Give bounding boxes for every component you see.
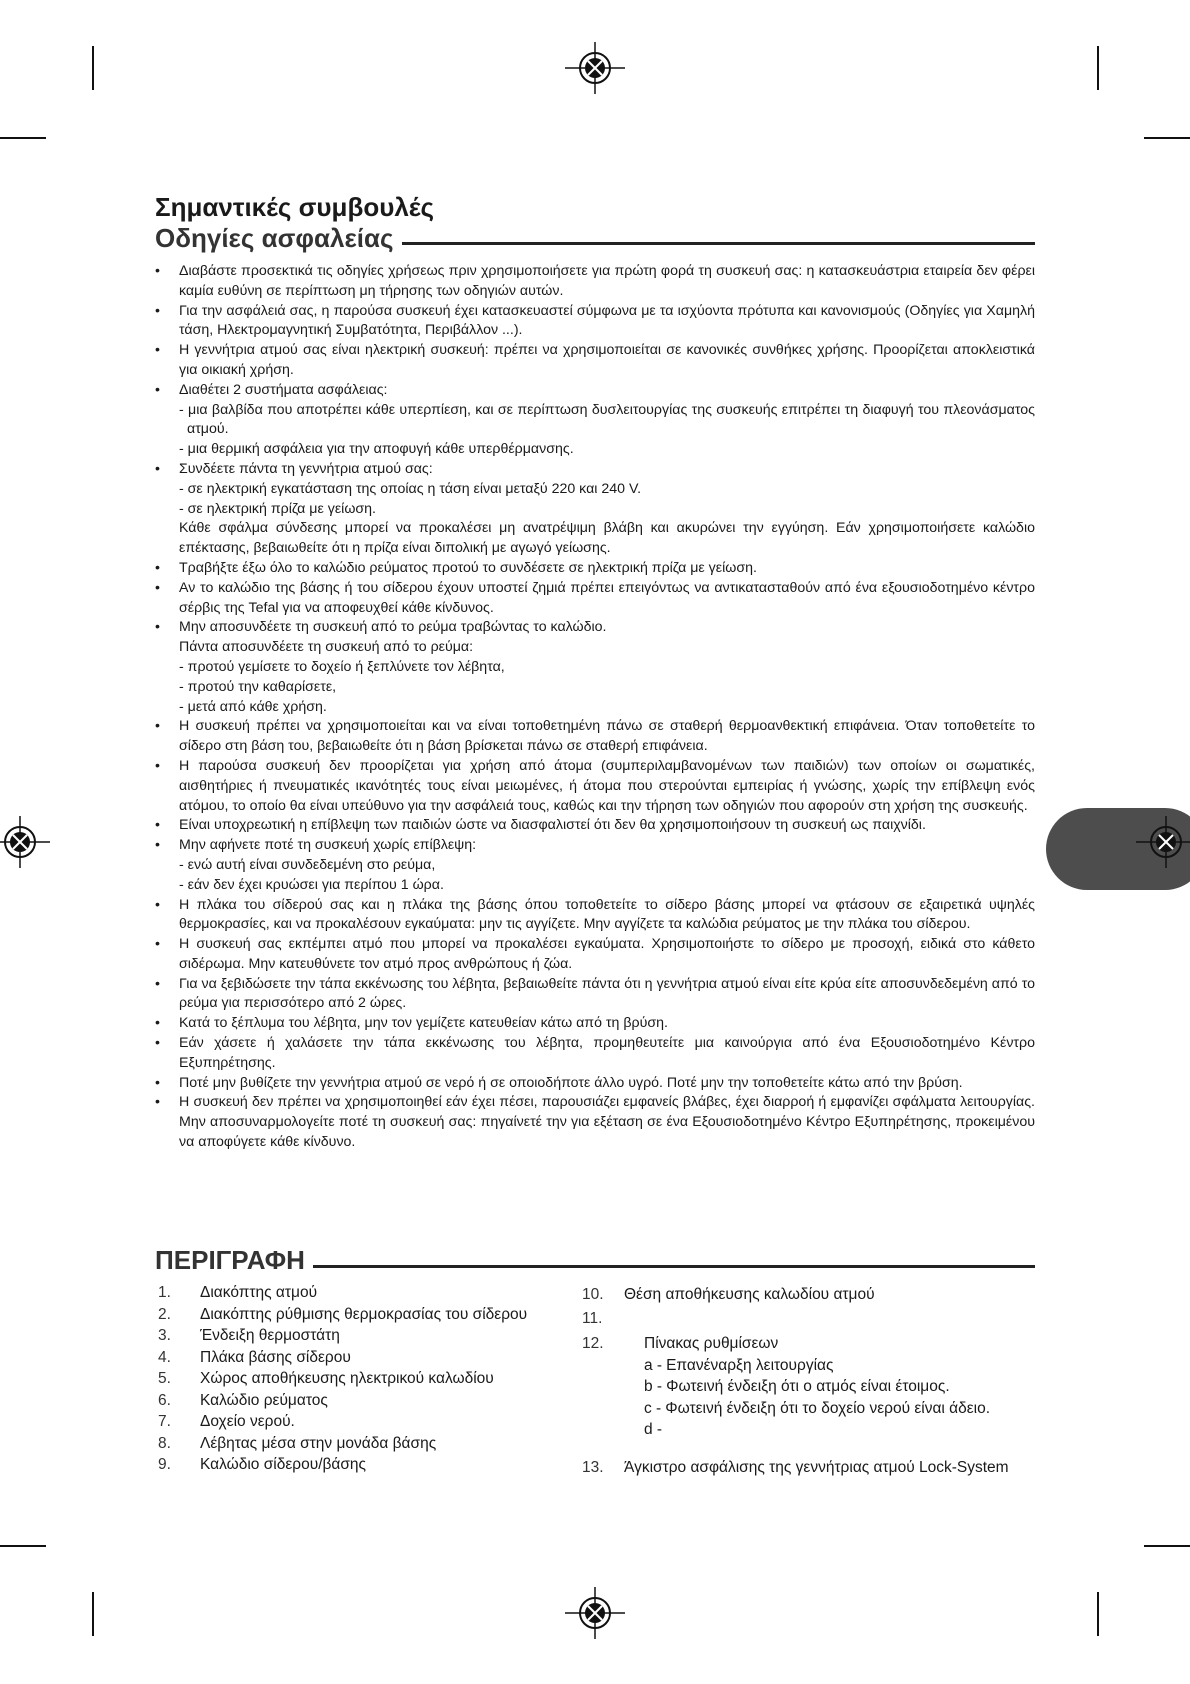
registration-mark-icon	[0, 812, 50, 872]
item-number: 7.	[158, 1413, 171, 1430]
safety-item-line: Η συσκευή πρέπει να χρησιμοποιείται και να είναι τοποθετημένη πάνω σε σταθερή θερμοανθεκτική επιφάνεια. Όταν τοποθετείτε το σίδερο στη βάση του, βεβαιωθείτε ότι η βάση βρίσκεται πάνω σε σταθερή επιφάνεια.	[179, 718, 1035, 755]
bullet-icon: •	[155, 342, 160, 359]
safety-item	[155, 381, 1035, 460]
safety-item	[155, 1034, 1035, 1074]
safety-item-line: - ενώ αυτή είναι συνδεδεμένη στο ρεύμα,	[179, 856, 436, 873]
item-text: Καλώδιο ρεύματος	[200, 1391, 328, 1409]
safety-instructions-list	[155, 262, 1035, 1153]
crop-mark	[1144, 1545, 1190, 1547]
item-number: 9.	[158, 1456, 171, 1473]
item-number: 4.	[158, 1348, 171, 1366]
item-number: 3.	[158, 1327, 171, 1344]
list-item	[582, 1457, 1042, 1479]
crop-mark	[1097, 46, 1099, 90]
list-item	[158, 1411, 578, 1433]
safety-item-line: Κατά το ξέπλυμα του λέβητα, μην τον γεμίζετε κατευθείαν κάτω από τη βρύση.	[179, 1015, 668, 1032]
bullet-icon: •	[155, 1035, 160, 1052]
item-number: 8.	[158, 1434, 171, 1452]
safety-item-line: - εάν δεν έχει κρυώσει για περίπου 1 ώρα.	[179, 876, 444, 893]
safety-item	[155, 460, 1035, 559]
bullet-icon: •	[155, 302, 160, 319]
item-number: 2.	[158, 1305, 171, 1323]
list-item	[158, 1347, 578, 1369]
safety-item-line: Διαθέτει 2 συστήματα ασφάλειας:	[179, 381, 388, 398]
item-text: Πλάκα βάσης σίδερου	[200, 1348, 351, 1366]
safety-item-line: - σε ηλεκτρική πρίζα με γείωση.	[179, 500, 376, 517]
list-item	[582, 1333, 1042, 1355]
description-title: ΠΕΡΙΓΡΑΦΗ	[155, 1245, 305, 1275]
safety-item	[155, 757, 1035, 816]
safety-item-line: Η παρούσα συσκευή δεν προορίζεται για χρήση από άτομα (συμπεριλαμβανομένων των παιδιών) των οποίων οι σωματικές, αισθητήριες ή πνευματικές ικανότητές τους είναι μειωμένες, ή άτομα που στερούνται εμπειρίας ή γνώσης, χωρίς την επίβλεψη ενός ατόμου, το οποίο θα είναι υπεύθυνο για την ασφάλειά τους, καθώς και την τήρηση των οδηγιών που αφορούν στη χρήση της συσκευής.	[179, 757, 1035, 814]
safety-item	[155, 975, 1035, 1015]
bullet-icon: •	[155, 837, 160, 854]
registration-mark-icon	[565, 1583, 625, 1643]
safety-item-line: Η συσκευή δεν πρέπει να χρησιμοποιηθεί εάν έχει πέσει, παρουσιάζει εμφανείς βλάβες, έχει διαρροή ή εμφανίζει σφάλματα λειτουργίας. Μην αποσυναρμολογείτε ποτέ τη συσκευή σας: πηγαίνετέ την για εξέταση σε ένα Εξουσιοδοτημένο Κέντρο Εξυπηρέτησης, προκειμένου να αποφύγετε κάθε κίνδυνο.	[179, 1094, 1035, 1151]
safety-item	[155, 341, 1035, 381]
safety-item	[155, 1074, 1035, 1094]
safety-item	[155, 836, 1035, 895]
bullet-icon: •	[155, 817, 160, 834]
safety-item-line: Μην αποσυνδέετε τη συσκευή από το ρεύμα τραβώντας το καλώδιο.	[179, 619, 607, 636]
item-text: Χώρος αποθήκευσης ηλεκτρικού καλωδίου	[200, 1370, 494, 1387]
safety-item-line: Η συσκευή σας εκπέμπει ατμό που μπορεί να προκαλέσει εγκαύματα. Χρησιμοποιήστε το σίδερο με προσοχή, ειδικά στο κάθετο σιδέρωμα. Μην κατευθύνετε τον ατμό προς ανθρώπους ή ζώα.	[179, 936, 1035, 972]
crop-mark	[0, 137, 46, 139]
sub-item-text: Φωτεινή ένδειξη ότι ο ατμός είναι έτοιμος.	[666, 1378, 950, 1395]
safety-item-line: Κάθε σφάλμα σύνδεσης μπορεί να προκαλέσει μη ανατρέψιμη βλάβη και ακυρώνει την εγγύηση. Εάν χρησιμοποιήσετε καλώδιο επέκτασης, βεβαιωθείτε ότι η πρίζα είναι διπολική με αγωγό γείωσης.	[179, 520, 1035, 557]
sub-list-item	[644, 1355, 1042, 1377]
bullet-icon: •	[155, 619, 160, 636]
safety-item-line: - μετά από κάθε χρήση.	[179, 698, 327, 715]
safety-item-line: Διαβάστε προσεκτικά τις οδηγίες χρήσεως πριν χρησιμοποιήσετε για πρώτη φορά τη συσκευή σας: η κατασκευάστρια εταιρεία δεν φέρει καμία ευθύνη σε περίπτωση μη τήρησης των οδηγιών αυτών.	[179, 263, 1035, 299]
sub-item-text	[662, 1421, 666, 1438]
sub-item-key: b -	[644, 1378, 663, 1395]
item-number: 1.	[158, 1284, 171, 1301]
list-item	[158, 1282, 578, 1304]
item-text: Καλώδιο σίδερου/βάσης	[200, 1456, 367, 1473]
parts-list-left	[158, 1282, 578, 1476]
safety-item-line: Μην αφήνετε ποτέ τη συσκευή χωρίς επίβλεψη:	[179, 837, 477, 854]
item-number: 11.	[582, 1309, 603, 1327]
crop-mark	[1144, 137, 1190, 139]
list-item	[158, 1325, 578, 1347]
safety-item	[155, 935, 1035, 975]
bullet-icon: •	[155, 579, 160, 596]
safety-item-line: - σε ηλεκτρική εγκατάσταση της οποίας η τάση είναι μεταξύ 220 και 240 V.	[179, 480, 642, 497]
safety-item	[155, 559, 1035, 579]
safety-item	[155, 896, 1035, 936]
bullet-icon: •	[155, 718, 160, 735]
item-number: 12.	[582, 1335, 604, 1352]
safety-item-line: Η πλάκα του σίδερού σας και η πλάκα της βάσης όπου τοποθετείτε το σίδερο βάσης μπορεί να φτάσουν σε εξαιρετικά υψηλές θερμοκρασίες, και να προκαλέσουν εγκαύματα: μην τις αγγίζετε. Μην αγγίζετε τα καλώδια ρεύματος με την πλάκα του σίδερου.	[179, 896, 1035, 933]
description-heading-row	[155, 1245, 1035, 1276]
safety-item	[155, 816, 1035, 836]
item-number: 13.	[582, 1458, 604, 1476]
sub-list-item	[644, 1419, 1042, 1441]
safety-item-line: Ποτέ μην βυθίζετε την γεννήτρια ατμού σε νερό ή σε οποιοδήποτε άλλο υγρό. Ποτέ μην την τοποθετείτε κάτω από την βρύση.	[179, 1074, 963, 1091]
safety-item-line: Η γεννήτρια ατμού σας είναι ηλεκτρική συσκευή: πρέπει να χρησιμοποιείται σε κανονικές συνθήκες χρήσης. Προορίζεται αποκλειστικά για οικιακή χρήση.	[179, 342, 1035, 378]
safety-item-line: Συνδέετε πάντα τη γεννήτρια ατμού σας:	[179, 460, 433, 477]
item-text: Διακόπτης ατμού	[200, 1284, 318, 1301]
item-text: Λέβητας μέσα στην μονάδα βάσης	[200, 1434, 437, 1452]
bullet-icon: •	[155, 936, 160, 953]
bullet-icon: •	[155, 263, 160, 279]
crop-mark	[1097, 1592, 1099, 1636]
safety-title: Οδηγίες ασφαλείας	[155, 223, 394, 253]
bullet-icon: •	[155, 1074, 160, 1091]
bullet-icon: •	[155, 1094, 160, 1111]
item-text: Πίνακας ρυθμίσεων	[644, 1335, 779, 1352]
heading-rule	[313, 1265, 1035, 1268]
safety-item-line: - μια βαλβίδα που αποτρέπει κάθε υπερπίεση, και σε περίπτωση δυσλειτουργίας της συσκευής επιτρέπει τη διαφυγή του πλεονάσματος ατμού.	[179, 401, 1035, 438]
safety-item	[155, 717, 1035, 757]
bullet-icon: •	[155, 559, 160, 576]
item-text: Άγκιστρο ασφάλισης της γεννήτριας ατμού Lock-System	[624, 1458, 1009, 1476]
bullet-icon: •	[155, 381, 160, 398]
list-item	[582, 1308, 1042, 1330]
safety-item-line: Αν το καλώδιο της βάσης ή του σίδερου έχουν υποστεί ζημιά πρέπει επειγόντως να αντικατασταθούν από ένα εξουσιοδοτημένο κέντρο σέρβις της Tefal για να αποφευχθεί κάθε κίνδυνος.	[179, 579, 1035, 616]
bullet-icon: •	[155, 1015, 160, 1032]
item-number: 6.	[158, 1391, 171, 1409]
safety-heading-row	[155, 223, 1035, 254]
safety-item	[155, 579, 1035, 619]
bullet-icon: •	[155, 460, 160, 477]
sub-list-item	[644, 1376, 1042, 1398]
item-number: 5.	[158, 1370, 171, 1387]
safety-item-line: - προτού την καθαρίσετε,	[179, 678, 337, 695]
sub-item-key: c -	[644, 1399, 662, 1417]
item-number: 10.	[582, 1286, 604, 1303]
parts-list-right	[582, 1284, 1042, 1478]
list-item	[158, 1304, 578, 1326]
item-text: Διακόπτης ρύθμισης θερμοκρασίας του σίδερου	[200, 1305, 528, 1323]
safety-item	[155, 1014, 1035, 1034]
safety-item-line: Για να ξεβιδώσετε την τάπα εκκένωσης του λέβητα, βεβαιωθείτε πάντα ότι η γεννήτρια ατμού είναι είτε κρύα είτε αποσυνδεδεμένη από το ρεύμα για περισσότερο από 2 ώρες.	[179, 975, 1035, 1012]
safety-item	[155, 262, 1035, 302]
bullet-icon: •	[155, 896, 160, 913]
item-text: Θέση αποθήκευσης καλωδίου ατμού	[624, 1286, 875, 1303]
safety-item-line: Είναι υποχρεωτική η επίβλεψη των παιδιών ώστε να διασφαλιστεί ότι δεν θα χρησιμοποιήσουν τη συσκευή ως παιχνίδι.	[179, 817, 926, 834]
list-item	[158, 1433, 578, 1455]
heading-rule	[402, 242, 1035, 245]
safety-item-line: - μια θερμική ασφάλεια για την αποφυγή κάθε υπερθέρμανσης.	[179, 441, 574, 458]
page-heading: Σημαντικές συμβουλές	[155, 192, 435, 222]
safety-item	[155, 618, 1035, 717]
list-item	[158, 1454, 578, 1476]
sub-item-text: Φωτεινή ένδειξη ότι το δοχείο νερού είναι άδειο.	[665, 1399, 991, 1417]
crop-mark	[92, 1592, 94, 1636]
item-text: Δοχείο νερού.	[200, 1413, 295, 1430]
safety-item-line: Για την ασφάλειά σας, η παρούσα συσκευή έχει κατασκευαστεί σύμφωνα με τα ισχύοντα πρότυπα και κανονισμούς (Οδηγίες για Χαμηλή τάση, Ηλεκτρομαγνητική Συμβατότητα, Περιβάλλον ...).	[179, 302, 1035, 339]
registration-mark-icon	[1136, 812, 1190, 872]
safety-item-line: - προτού γεμίσετε το δοχείο ή ξεπλύνετε τον λέβητα,	[179, 658, 505, 675]
bullet-icon: •	[155, 757, 160, 774]
list-item	[158, 1368, 578, 1390]
bullet-icon: •	[155, 975, 160, 992]
list-item	[158, 1390, 578, 1412]
settings-sub-list	[582, 1355, 1042, 1441]
sub-item-key: d -	[644, 1421, 663, 1438]
safety-item-line: Τραβήξτε έξω όλο το καλώδιο ρεύματος προτού το συνδέσετε σε ηλεκτρική πρίζα με γείωση.	[179, 559, 757, 576]
item-text: Ένδειξη θερμοστάτη	[200, 1327, 340, 1344]
safety-item	[155, 302, 1035, 342]
safety-item	[155, 1093, 1035, 1152]
sub-item-key: a -	[644, 1356, 663, 1374]
safety-item-line: Εάν χάσετε ή χαλάσετε την τάπα εκκένωσης του λέβητα, προμηθευτείτε μια καινούργια από ένα Εξουσιοδοτημένο Κέντρο Εξυπηρέτησης.	[179, 1035, 1035, 1071]
sub-list-item	[644, 1398, 1042, 1420]
crop-mark	[92, 46, 94, 90]
sub-item-text: Επανέναρξη λειτουργίας	[666, 1356, 834, 1374]
crop-mark	[0, 1545, 46, 1547]
list-item	[582, 1284, 1042, 1306]
safety-item-line: Πάντα αποσυνδέετε τη συσκευή από το ρεύμα:	[179, 639, 474, 656]
registration-mark-icon	[565, 38, 625, 98]
